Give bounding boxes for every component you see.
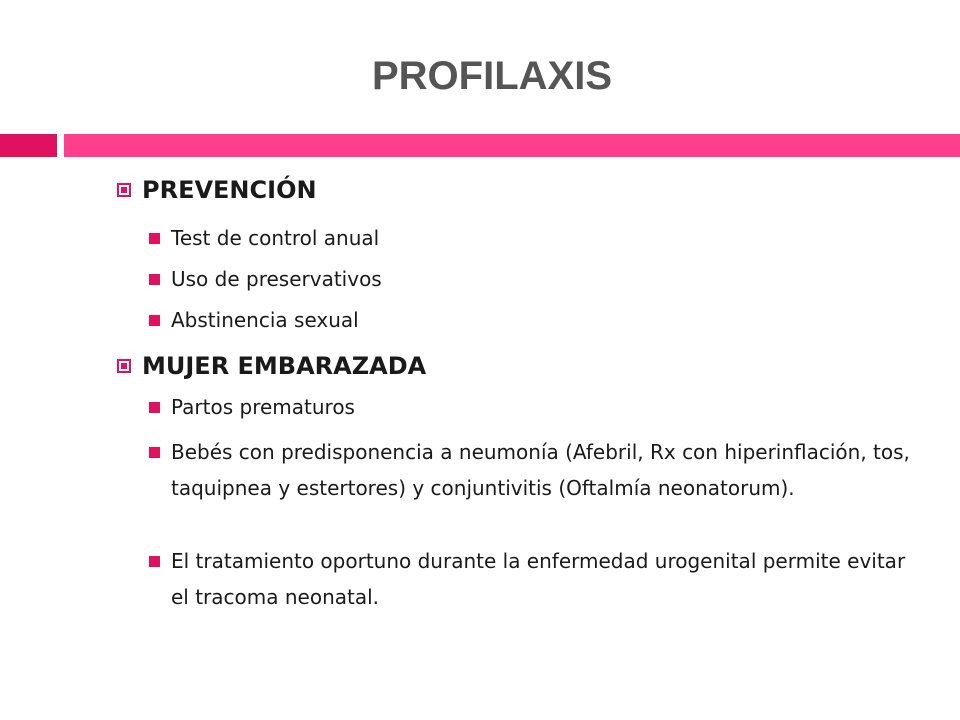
list-item: Test de control anual (171, 226, 380, 250)
bullet-square-icon (149, 556, 160, 567)
bullet-square-icon (149, 402, 160, 413)
slide-title: PROFILAXIS (371, 54, 613, 98)
section-bullet-icon (117, 359, 131, 373)
list-item: El tratamiento oportuno durante la enfermedad urogenital permite evitar el tracoma neonatal. (171, 549, 906, 609)
list-item: Abstinencia sexual (171, 308, 359, 332)
list-item: Bebés con predisponencia a neumonía (Afebril, Rx con hiperinflación, tos, taquipnea y estertores) y conjuntivitis (Oftalmía neonatorum). (171, 440, 910, 500)
bullet-square-icon (149, 447, 160, 458)
list-item: Uso de preservativos (171, 267, 382, 291)
bullet-square-icon (149, 315, 160, 326)
section-heading-mujer-embarazada: MUJER EMBARAZADA (142, 352, 427, 380)
section-heading-prevencion: PREVENCIÓN (142, 176, 317, 204)
section-bullet-icon (117, 183, 131, 197)
list-item: Partos prematuros (171, 395, 355, 419)
bullet-square-icon (149, 274, 160, 285)
bullet-square-icon (149, 233, 160, 244)
